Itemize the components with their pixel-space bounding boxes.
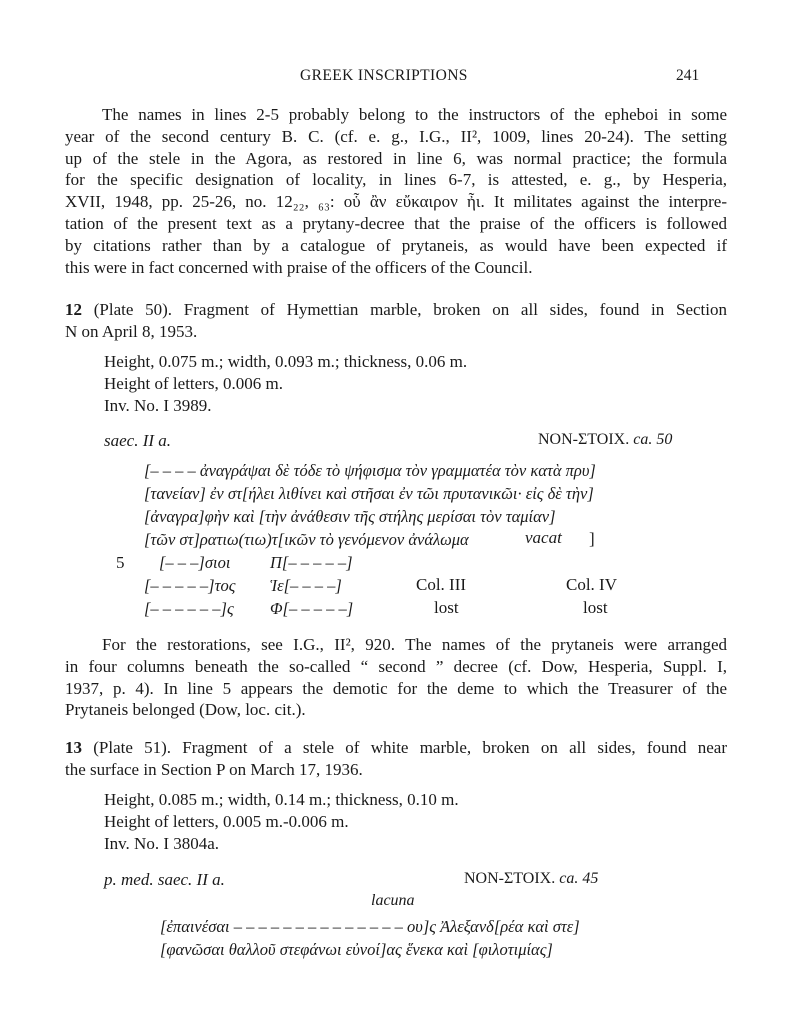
style-label — [464, 870, 598, 888]
date-label: p. med. saec. II a. — [104, 870, 225, 889]
letter-count: ca. 50 — [633, 431, 673, 448]
running-header-title: GREEK INSCRIPTIONS — [300, 67, 468, 84]
entry-13-desc: (Plate 51). Fragment of a stele of white marble, broken on all sides, found near — [93, 738, 727, 757]
intro-line: this were in fact concerned with praise of the officers of the Council. — [65, 257, 533, 277]
column-iii-status: lost — [434, 598, 459, 617]
inscription-line: [ἀναγρα]φὴν καὶ [τὴν ἀνάθεσιν τῆς στήλης μερίσαι τὸν ταμίαν] — [144, 507, 556, 526]
intro-line: tation of the present text as a prytany-decree that the praise of the officers is followed — [65, 213, 727, 233]
entry-number: 13 — [65, 738, 82, 757]
entry-12-details — [104, 351, 467, 416]
inventory-number: Inv. No. I 3989. — [104, 395, 212, 415]
entry-12-line: N on April 8, 1953. — [65, 321, 198, 341]
intro-line: by citations rather than by a catalogue of prytaneis, as would have been expected if — [65, 235, 727, 255]
prytanis-name: [– – – – – –]ς — [144, 599, 234, 618]
prytanis-name: [– – – – –]τος — [144, 576, 236, 595]
column-iii-label: Col. III — [416, 575, 467, 594]
inscription-line: [– – – – ἀναγράψαι δὲ τόδε τὸ ψήφισμα τὸν γραμματέα τὸν κατὰ πρυ] — [144, 461, 596, 480]
entry-number: 12 — [65, 300, 82, 319]
prytanis-name: Π[– – – – –] — [270, 553, 353, 572]
entry-13-heading — [65, 737, 727, 781]
inscription-line: [τῶν στ]ρατιω(τιω)τ[ικῶν τὸ γενόμενον ἀνάλωμα — [144, 530, 469, 549]
style-text: NON-ΣΤΟΙΧ. — [464, 870, 556, 887]
inscription-line: [ἐπαινέσαι – – – – – – – – – – – – – – ου]ς Ἀλεξανδ[ρέα καὶ στε] — [160, 917, 580, 936]
commentary-12 — [65, 634, 727, 721]
style-label — [538, 431, 672, 449]
prytanis-name: Ἱε[– – – –] — [270, 576, 342, 595]
intro-line: The names in lines 2-5 probably belong to the instructors of the epheboi in some — [102, 105, 727, 124]
letter-count: ca. 45 — [559, 870, 599, 887]
commentary-line: Prytaneis belonged (Dow, loc. cit.). — [65, 700, 306, 720]
page-number: 241 — [676, 67, 700, 84]
prytanis-name: Φ[– – – – –] — [270, 599, 354, 618]
column-iv-status: lost — [583, 598, 608, 617]
inscription-line: [τανείαν] ἐν στ[ήλει λιθίνει καὶ στῆσαι ἐν τῶι πρυτανικῶι· εἰς δὲ τὴν] — [144, 484, 594, 503]
entry-12-desc: (Plate 50). Fragment of Hymettian marble, broken on all sides, found in Section — [93, 300, 728, 319]
commentary-line: in four columns beneath the so-called “ second ” decree (cf. Dow, Hesperia, Suppl. I, — [65, 656, 727, 676]
intro-line: for the specific designation of locality, in lines 6-7, is attested, e. g., by Hesperia, — [65, 170, 727, 190]
entry-13-line: the surface in Section P on March 17, 1936. — [65, 759, 363, 779]
column-iv-label: Col. IV — [566, 575, 617, 594]
intro-line: XVII, 1948, pp. 25-26, no. 12₂₂, ₆₃: οὗ ἂν εὔκαιρον ἦι. It militates against the interpre- — [65, 192, 727, 212]
prytanis-name: [– – –]σιοι — [159, 553, 231, 572]
style-text: NON-ΣΤΟΙΧ. — [538, 431, 630, 448]
dimensions: Height, 0.085 m.; width, 0.14 m.; thickness, 0.10 m. — [104, 790, 459, 809]
inventory-number: Inv. No. I 3804a. — [104, 833, 220, 853]
entry-13-details — [104, 789, 459, 854]
letter-height: Height of letters, 0.006 m. — [104, 373, 283, 393]
intro-line: year of the second century B. C. (cf. e. g., I.G., II², 1009, lines 20-24). The setting — [65, 126, 727, 146]
commentary-line: 1937, p. 4). In line 5 appears the demotic for the deme to which the Treasurer of the — [65, 678, 727, 698]
entry-12-heading — [65, 299, 727, 343]
dimensions: Height, 0.075 m.; width, 0.093 m.; thickness, 0.06 m. — [104, 352, 468, 371]
intro-line: up of the stele in the Agora, as restored in line 6, was normal practice; the formula — [65, 148, 727, 168]
lacuna-label: lacuna — [371, 892, 415, 909]
closing-bracket: ] — [589, 529, 595, 548]
line-number: 5 — [116, 553, 125, 572]
date-label: saec. II a. — [104, 431, 172, 450]
inscription-line: [φανῶσαι θαλλοῦ στεφάνωι εὐνοί]ας ἕνεκα καὶ [φιλοτιμίας] — [160, 940, 553, 959]
letter-height: Height of letters, 0.005 m.-0.006 m. — [104, 811, 349, 831]
vacat-label: vacat — [525, 528, 562, 547]
entry-13-line — [65, 737, 727, 759]
entry-12-line — [65, 299, 727, 321]
intro-paragraph — [65, 104, 727, 278]
commentary-line: For the restorations, see I.G., II², 920. The names of the prytaneis were arranged — [102, 635, 727, 654]
